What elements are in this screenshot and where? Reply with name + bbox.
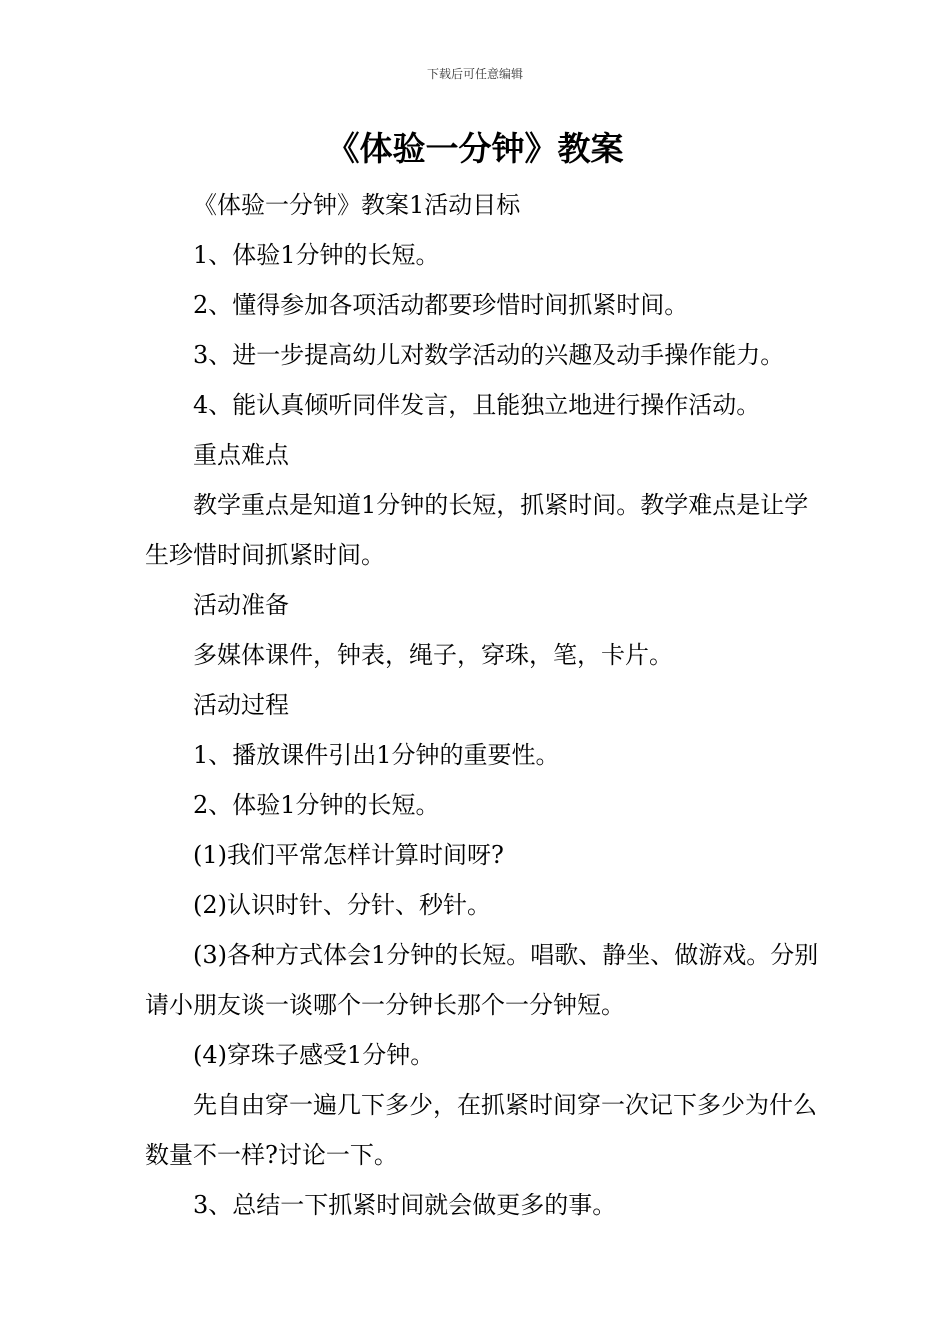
paragraph-goal-4: 4、能认真倾听同伴发言，且能独立地进行操作活动。 [193, 391, 761, 419]
paragraph-process-2-4: (4)穿珠子感受1分钟。 [193, 1041, 435, 1069]
paragraph-preparation: 多媒体课件，钟表，绳子，穿珠，笔，卡片。 [193, 641, 673, 669]
paragraph-key-points-heading: 重点难点 [193, 441, 289, 469]
document-title: 《体验一分钟》教案 [326, 129, 624, 168]
paragraph-process-3: 3、总结一下抓紧时间就会做更多的事。 [193, 1191, 617, 1219]
paragraph-process-2-2: (2)认识时针、分针、秒针。 [193, 891, 491, 919]
paragraph-process-2-4-detail: 先自由穿一遍几下多少，在抓紧时间穿一次记下多少为什么数量不一样?讨论一下。 [145, 1091, 817, 1169]
header-note: 下载后可任意编辑 [426, 67, 523, 81]
paragraph-key-points: 教学重点是知道1分钟的长短，抓紧时间。教学难点是让学生珍惜时间抓紧时间。 [145, 491, 809, 569]
paragraph-process-2-3: (3)各种方式体会1分钟的长短。唱歌、静坐、做游戏。分别请小朋友谈一谈哪个一分钟长那个一分钟短。 [145, 941, 819, 1019]
paragraph-goal-2: 2、懂得参加各项活动都要珍惜时间抓紧时间。 [193, 291, 689, 319]
document-body [145, 180, 825, 1230]
paragraph-process-heading: 活动过程 [193, 691, 289, 719]
paragraph-section-heading: 《体验一分钟》教案1活动目标 [193, 191, 521, 219]
paragraph-goal-3: 3、进一步提高幼儿对数学活动的兴趣及动手操作能力。 [193, 341, 785, 369]
paragraph-process-1: 1、播放课件引出1分钟的重要性。 [193, 741, 560, 769]
paragraph-process-2-1: (1)我们平常怎样计算时间呀? [193, 841, 504, 869]
paragraph-process-2: 2、体验1分钟的长短。 [193, 791, 440, 819]
paragraph-goal-1: 1、体验1分钟的长短。 [193, 241, 440, 269]
paragraph-preparation-heading: 活动准备 [193, 591, 289, 619]
